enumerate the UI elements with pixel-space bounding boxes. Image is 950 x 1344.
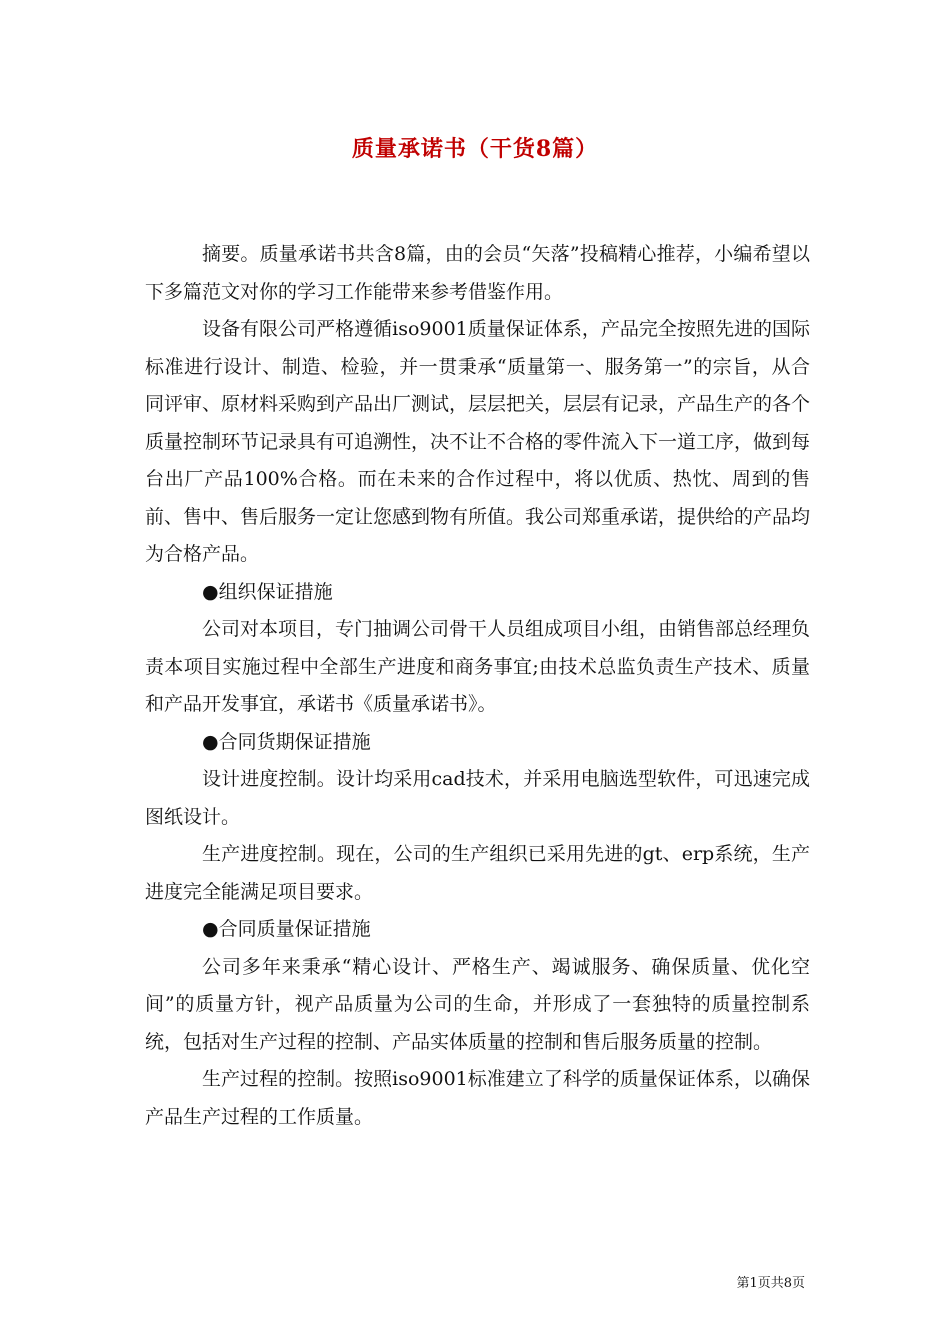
paragraph: 公司对本项目，专门抽调公司骨干人员组成项目小组，由销售部总经理负责本项目实施过程中全部生产进度和商务事宜;由技术总监负责生产技术、质量和产品开发事宜，承诺书《质量承诺书》。 (145, 618, 811, 715)
paragraph: 设备有限公司严格遵循iso9001质量保证体系，产品完全按照先进的国际标准进行设计、制造、检验，并一贯秉承“质量第一、服务第一”的宗旨，从合同评审、原材料采购到产品出厂测试，层层把关，层层有记录，产品生产的各个质量控制环节记录具有可追溯性，决不让不合格的零件流入下一道工序，做到每台出厂产品100%合格。而在未来的合作过程中，将以优质、热忱、周到的售前、售中、售后服务一定让您感到物有所值。我公司郑重承诺，提供给的产品均为合格产品。 (145, 318, 811, 565)
document-body (145, 236, 810, 1136)
paragraph: 设计进度控制。设计均采用cad技术，并采用电脑选型软件，可迅速完成图纸设计。 (145, 768, 810, 828)
paragraph: 生产过程的控制。按照iso9001标准建立了科学的质量保证体系，以确保产品生产过程的工作质量。 (145, 1068, 810, 1128)
section-heading: ●组织保证措施 (202, 580, 333, 603)
document-title: 质量承诺书（干货8篇） (351, 136, 599, 162)
paragraph-abstract: 摘要。质量承诺书共含8篇，由的会员“矢落”投稿精心推荐，小编希望以下多篇范文对你的学习工作能带来参考借鉴作用。 (145, 243, 810, 303)
section-heading: ●合同质量保证措施 (202, 918, 371, 940)
paragraph: 公司多年来秉承“精心设计、严格生产、竭诚服务、确保质量、优化空间”的质量方针，视产品质量为公司的生命，并形成了一套独特的质量控制系统，包括对生产过程的控制、产品实体质量的控制和售后服务质量的控制。 (145, 955, 810, 1053)
page-number: 第1页共8页 (736, 1276, 805, 1291)
paragraph: 生产进度控制。现在，公司的生产组织已采用先进的gt、erp系统，生产进度完全能满足项目要求。 (145, 843, 810, 903)
section-heading: ●合同货期保证措施 (202, 730, 371, 753)
